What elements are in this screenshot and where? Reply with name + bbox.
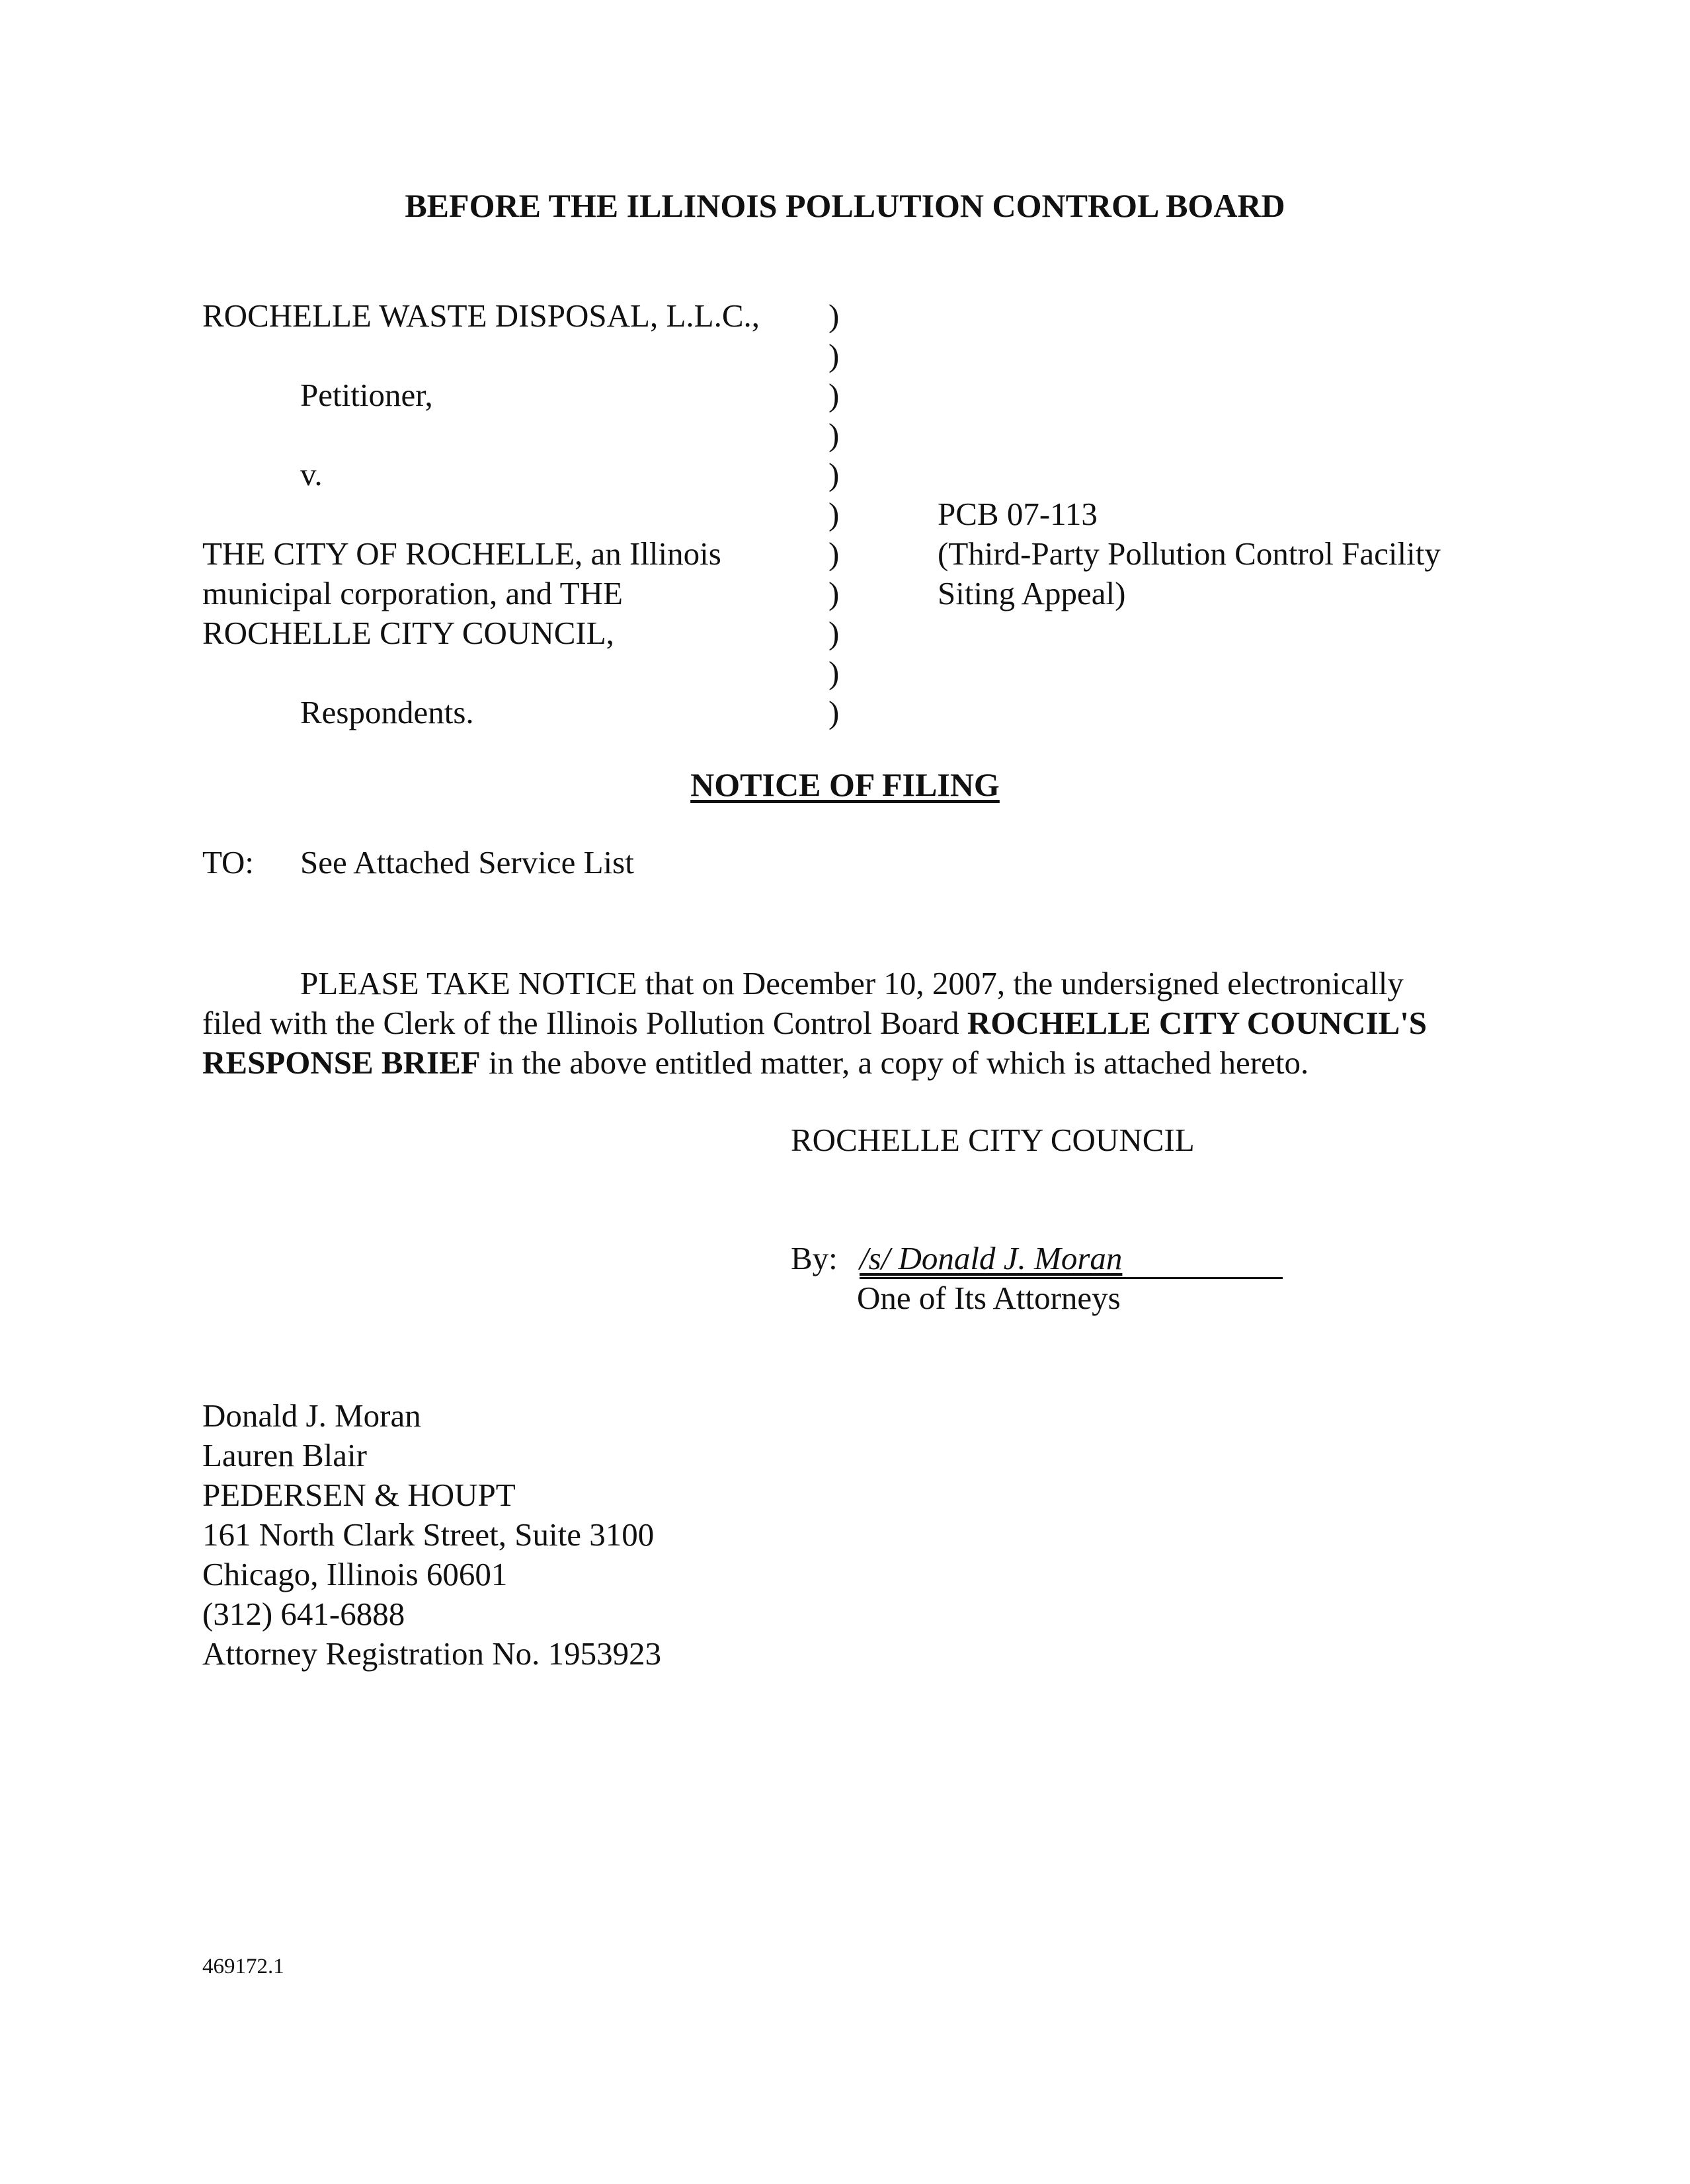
caption-paren: ) — [828, 615, 840, 651]
to-value: See Attached Service List — [300, 844, 634, 880]
petitioner-role: Petitioner, — [300, 377, 433, 413]
body-text: filed with the Clerk of the Illinois Pollution Control Board — [202, 1005, 967, 1041]
respondent-line: municipal corporation, and THE — [202, 575, 623, 611]
body-line — [202, 1043, 1459, 1083]
address-line: Attorney Registration No. 1953923 — [202, 1635, 662, 1672]
versus-label: v. — [300, 456, 323, 492]
address-line: Chicago, Illinois 60601 — [202, 1556, 508, 1592]
attorney-address-block — [202, 1396, 661, 1674]
filed-document-name: ROCHELLE CITY COUNCIL'S — [967, 1005, 1428, 1041]
address-line: PEDERSEN & HOUPT — [202, 1477, 516, 1513]
caption-paren: ) — [828, 416, 840, 453]
signature-line — [860, 1239, 1283, 1279]
case-caption-parties — [202, 296, 837, 732]
body-text: in the above entitled matter, a copy of which is attached hereto. — [480, 1044, 1309, 1081]
caption-paren: ) — [828, 496, 840, 532]
signer-title: One of Its Attorneys — [857, 1280, 1121, 1316]
document-heading: BEFORE THE ILLINOIS POLLUTION CONTROL BOARD — [405, 187, 1285, 224]
case-type-line: (Third-Party Pollution Control Facility — [938, 535, 1441, 572]
address-line: Lauren Blair — [202, 1437, 367, 1473]
to-label: TO: — [202, 844, 255, 880]
document-number: 469172.1 — [202, 1955, 284, 1978]
petitioner-name: ROCHELLE WASTE DISPOSAL, L.L.C., — [202, 297, 760, 334]
case-caption-number — [938, 494, 1441, 613]
caption-spacer — [202, 653, 837, 693]
caption-paren: ) — [828, 535, 840, 572]
caption-paren: ) — [828, 654, 840, 691]
caption-paren: ) — [828, 575, 840, 611]
filed-document-name: RESPONSE BRIEF — [202, 1044, 481, 1081]
caption-paren: ) — [828, 337, 840, 373]
case-type-line: Siting Appeal) — [938, 575, 1126, 611]
caption-paren: ) — [828, 377, 840, 413]
respondent-line: THE CITY OF ROCHELLE, an Illinois — [202, 535, 721, 572]
caption-spacer — [202, 415, 837, 455]
body-line — [202, 1003, 1459, 1043]
notice-title: NOTICE OF FILING — [690, 766, 1000, 803]
body-text: PLEASE TAKE NOTICE that on December 10, 2007, the undersigned electronically — [300, 965, 1404, 1001]
by-label: By: — [791, 1240, 838, 1276]
respondent-line: ROCHELLE CITY COUNCIL, — [202, 615, 614, 651]
signing-party: ROCHELLE CITY COUNCIL — [791, 1122, 1195, 1158]
address-line: (312) 641-6888 — [202, 1596, 405, 1632]
notice-body — [202, 964, 1459, 1083]
caption-spacer — [202, 494, 837, 534]
respondent-role: Respondents. — [300, 694, 474, 730]
electronic-signature: /s/ Donald J. Moran — [860, 1240, 1123, 1276]
caption-paren-column — [828, 296, 855, 732]
caption-paren: ) — [828, 456, 840, 492]
body-line — [202, 964, 1459, 1003]
caption-paren: ) — [828, 297, 840, 334]
case-number: PCB 07-113 — [938, 496, 1098, 532]
caption-paren: ) — [828, 694, 840, 730]
caption-spacer — [202, 336, 837, 375]
address-line: 161 North Clark Street, Suite 3100 — [202, 1516, 655, 1553]
address-line: Donald J. Moran — [202, 1397, 421, 1434]
